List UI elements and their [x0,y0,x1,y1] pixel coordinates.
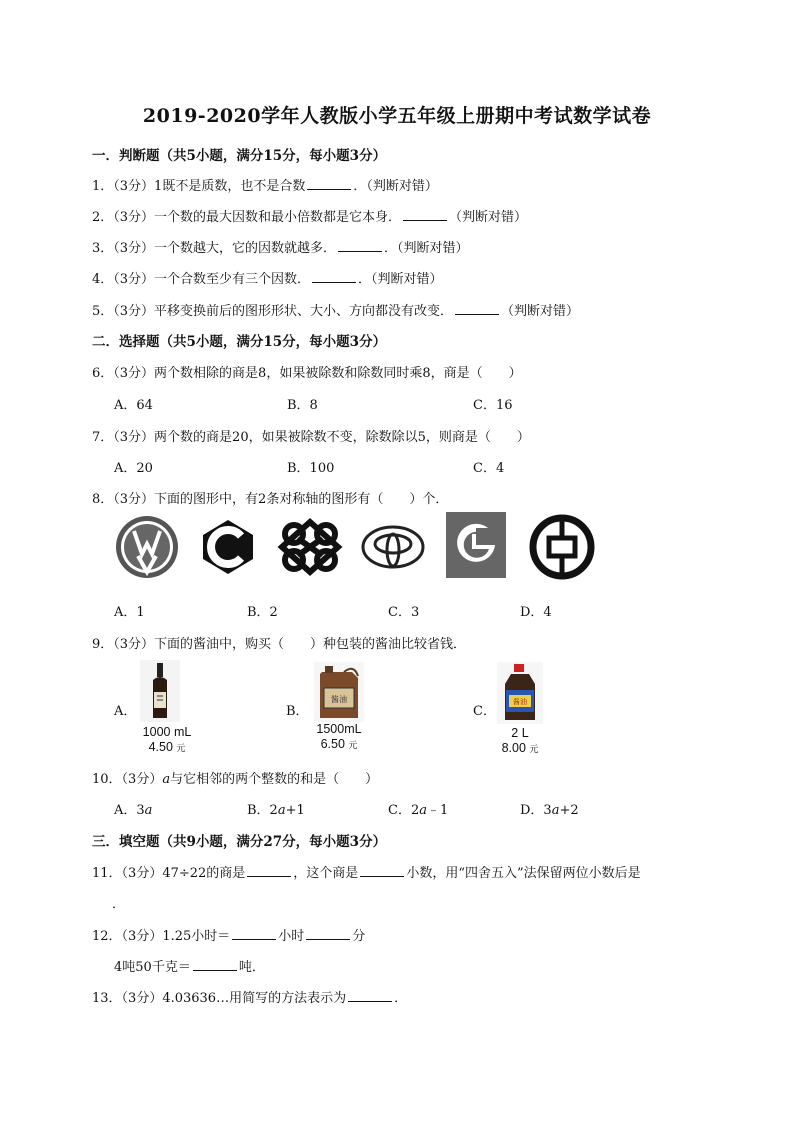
question-text: 2．（3分）一个数的最大因数和最小倍数都是它本身． [92,210,402,225]
question-text: 5．（3分）平移变换前后的图形形状、大小、方向都没有改变． [92,304,454,319]
volkswagen-logo-icon [114,514,180,580]
bottle-label: 酱油 [513,698,527,706]
question-suffix: ．（判断对错） [358,272,443,287]
toyota-logo-icon [360,514,426,580]
price-label: 6.50 元 [320,737,358,751]
option-c[interactable]: C．3 [388,605,420,620]
option-b[interactable]: B． [286,704,309,719]
question-12-part-2 [114,956,265,975]
volume-label: 1000 mL [142,725,192,739]
question-number: 10．（3分） [92,772,163,787]
question-text: 小时 [278,929,305,944]
answer-blank[interactable] [312,270,356,283]
price-label: 4.50 元 [148,740,186,754]
price-tag-c [492,726,548,757]
question-text: 4吨50千克＝ [114,960,191,975]
option-b[interactable]: B．8 [287,398,318,413]
answer-blank[interactable] [403,208,447,221]
price-label: 8.00 元 [501,741,539,755]
page-title: 2019-2020学年人教版小学五年级上册期中考试数学试卷 [142,105,652,127]
question-text: 1．（3分）1既不是质数，也不是合数 [92,179,306,194]
volume-label: 1500mL [316,722,362,736]
answer-blank[interactable] [455,302,499,315]
answer-blank[interactable] [232,927,276,940]
soy-sauce-jug-icon [314,662,364,722]
question-5 [92,300,579,319]
question-suffix: （判断对错） [501,304,580,319]
option-d[interactable]: D．4 [520,605,552,620]
question-12 [92,925,365,944]
china-unicom-knot-icon [272,514,348,580]
question-1 [92,175,438,194]
question-8: 8．（3分）下面的图形中，有2条对称轴的图形有（ ）个． [92,492,449,507]
option-a[interactable]: A．64 [114,398,153,413]
question-2 [92,206,527,225]
question-text: ，这个商是 [293,866,359,881]
question-suffix: （判断对错） [449,210,528,225]
option-c[interactable]: C．4 [473,461,505,476]
question-text: 吨． [238,960,265,975]
option-b[interactable]: B．2a+1 [247,803,305,818]
option-a[interactable]: A．20 [114,461,153,476]
jug-label: 酱油 [331,695,347,704]
question-suffix: ．（判断对错） [384,241,469,256]
question-4 [92,268,443,287]
answer-blank[interactable] [193,958,237,971]
question-11 [92,862,641,881]
answer-blank[interactable] [306,927,350,940]
question-text: 13．（3分）4.03636…用简写的方法表示为 [92,991,347,1006]
answer-blank[interactable] [348,989,392,1002]
option-c[interactable]: C． [473,704,496,719]
answer-blank[interactable] [360,864,404,877]
question-text: 11．（3分）47÷22的商是 [92,866,246,881]
section-heading-choice: 二．选择题（共5小题，满分15分，每小题3分） [92,334,387,350]
question-3 [92,237,469,256]
option-c[interactable]: C．16 [473,398,513,413]
question-6: 6．（3分）两个数相除的商是8，如果被除数和除数同时乘8，商是（ ） [92,366,522,381]
question-text: 3．（3分）一个数越大，它的因数就越多． [92,241,337,256]
question-7: 7．（3分）两个数的商是20，如果被除数不变，除数除以5，则商是（ ） [92,430,530,445]
bank-of-china-logo-icon [529,514,595,580]
option-d[interactable]: D．3a+2 [520,803,579,818]
question-11-end: ． [112,897,126,912]
option-a[interactable]: A． [114,704,137,719]
option-b[interactable]: B．100 [287,461,335,476]
bank-of-communications-logo-icon [446,512,506,578]
section-heading-fill-in: 三．填空题（共9小题，满分27分，每小题3分） [92,834,387,850]
option-a[interactable]: A．1 [114,605,145,620]
option-c[interactable]: C．2a﹣1 [388,803,449,818]
question-text: 12．（3分）1.25小时＝ [92,929,231,944]
soy-sauce-bottle-icon [140,660,180,722]
question-suffix: ．（判断对错） [353,179,438,194]
ccb-bank-logo-icon [195,514,261,580]
answer-blank[interactable] [247,864,291,877]
question-text: 小数，用“四舍五入”法保留两位小数后是 [406,866,641,881]
answer-blank[interactable] [338,239,382,252]
large-soy-sauce-bottle-icon [497,662,543,724]
answer-blank[interactable] [307,177,351,190]
section-heading-judgment: 一．判断题（共5小题，满分15分，每小题3分） [92,148,387,164]
question-10 [92,768,378,787]
price-tag-b [306,722,372,753]
question-13 [92,987,407,1006]
question-text: 分 [352,929,366,944]
volume-label: 2 L [511,726,529,740]
question-text: 4．（3分）一个合数至少有三个因数． [92,272,311,287]
question-suffix: ． [394,991,408,1006]
question-text: 与它相邻的两个整数的和是（ ） [170,772,379,787]
variable-a: a [162,772,171,787]
price-tag-a [132,725,202,756]
question-9: 9．（3分）下面的酱油中，购买（ ）种包装的酱油比较省钱． [92,637,467,652]
option-a[interactable]: A．3a [114,803,153,818]
option-b[interactable]: B．2 [247,605,278,620]
